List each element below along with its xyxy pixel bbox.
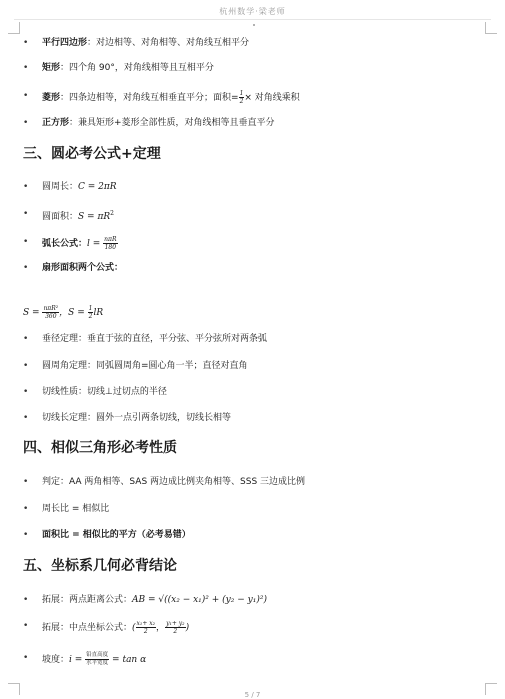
term: 菱形 [42, 93, 61, 103]
term: 矩形 [42, 63, 61, 73]
bullet-icon: • [23, 63, 29, 73]
formula-label: 扇形面积两个公式： [42, 263, 124, 273]
property: 判定：AA 两角相等、SAS 两边成比例夹角相等、SSS 三边成比例 [42, 477, 306, 487]
bullet-icon: • [23, 477, 29, 487]
header-dot [253, 24, 255, 26]
header-rule [14, 19, 491, 20]
bullet-icon: • [23, 118, 29, 128]
definition-tail: × 对角线乘积 [244, 93, 300, 103]
theorem: 垂径定理：垂直于弦的直径，平分弦、平分弦所对两条弧 [42, 334, 268, 344]
definition: ：四个角 90°，对角线相等且互相平分 [60, 63, 214, 73]
bullet-icon: • [23, 263, 29, 273]
bullet-icon: • [23, 361, 29, 371]
theorem: 圆周角定理：同弧圆周角=圆心角一半；直径对直角 [42, 361, 248, 371]
bullet-icon: • [23, 387, 29, 397]
fraction: $\frac{\text{y₁+ y₂}}{2}$ [166, 620, 185, 635]
formula-label: 拓展：两点距离公式： [42, 595, 133, 605]
bullet-icon: • [23, 530, 29, 540]
theorem: 切线性质：切线⊥过切点的半径 [42, 387, 167, 397]
formula: AB = √((x₂ − x₁)² + (y₂ − y₁)²) [132, 595, 267, 605]
term: 正方形 [42, 118, 70, 128]
formula-label: 弧长公式： [42, 239, 88, 249]
fraction: $\frac{\text{铅直高度}}{\text{水平宽度}}$ [86, 652, 109, 666]
bullet-icon: • [23, 334, 29, 344]
fraction: $\frac{\text{x₁+ x₂}}{2}$ [136, 620, 156, 635]
formula-label: 圆周长： [42, 182, 79, 192]
bullet-icon: • [23, 595, 29, 605]
section-heading: 三、圆必考公式+定理 [23, 146, 161, 162]
fraction: $\frac{\text{nπR}}{180}$ [104, 236, 117, 251]
definition: ：兼具矩形+菱形全部性质，对角线相等且垂直平分 [69, 118, 275, 128]
section-heading: 四、相似三角形必考性质 [23, 440, 177, 456]
bullet-icon: • [23, 209, 29, 219]
definition: ：四条边相等，对角线互相垂直平分；面积= [60, 93, 239, 103]
property: 周长比 = 相似比 [42, 504, 110, 514]
bullet-icon: • [23, 653, 29, 663]
corner-mark-top-right [485, 22, 497, 34]
section-heading: 五、坐标系几何必背结论 [23, 558, 177, 574]
bullet-icon: • [23, 38, 29, 48]
bullet-icon: • [23, 91, 29, 101]
formula-label: 圆面积： [42, 212, 79, 222]
bullet-icon: • [23, 504, 29, 514]
sector-formula: S = $\frac{\text{nπR²}}{360}$ ，S = $\frac{1}{2}$ lR [23, 305, 104, 320]
definition: ：对边相等、对角相等、对角线互相平分 [87, 38, 250, 48]
fraction: $\frac{\text{nπR²}}{360}$ [43, 305, 59, 320]
bullet-icon: • [23, 182, 29, 192]
page-number: 5 / 7 [244, 691, 261, 699]
formula: $S = \pi R^2$ [78, 210, 114, 222]
formula-label: 坡度： [42, 655, 70, 665]
fraction: $\frac{1}{2}$ [88, 305, 93, 320]
term: 平行四边形 [42, 38, 88, 48]
formula: l = [87, 239, 104, 249]
bullet-icon: • [23, 413, 29, 423]
page-header: 杭州数学·梁老师 [219, 7, 286, 16]
theorem: 切线长定理：圆外一点引两条切线，切线长相等 [42, 413, 232, 423]
formula-label: 拓展：中点坐标公式： [42, 623, 133, 633]
bullet-icon: • [23, 237, 29, 247]
bullet-icon: • [23, 621, 29, 631]
formula: C = 2πR [78, 182, 117, 192]
fraction: $\frac{1}{2}$ [239, 90, 244, 105]
property: 面积比 = 相似比的平方（必考易错） [42, 530, 191, 540]
corner-mark-top-left [8, 22, 20, 34]
